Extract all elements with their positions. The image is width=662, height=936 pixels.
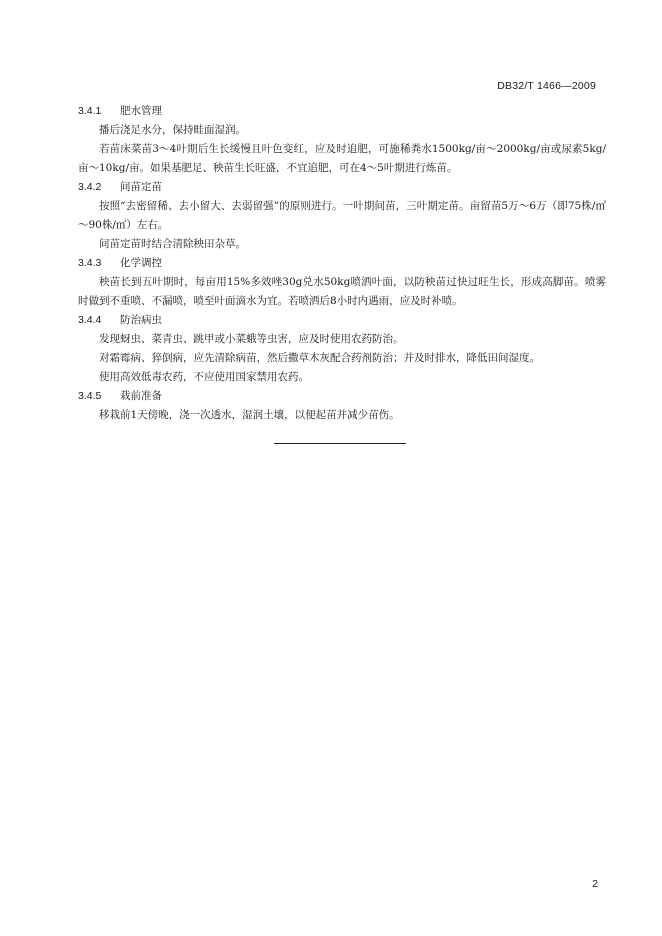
paragraph: 按照“去密留稀、去小留大、去弱留强”的原则进行。一叶期间苗，三叶期定苗。亩留苗5万～6万（即75株/㎡～90株/㎡）左右。 [78, 200, 606, 231]
section-heading-3-4-3 [78, 254, 606, 273]
section-heading-3-4-5 [78, 387, 606, 406]
paragraph: 对霜霉病、猝倒病，应先清除病苗，然后撒草木灰配合药剂防治；并及时排水，降低田间湿度。 [99, 352, 540, 364]
end-rule [274, 443, 406, 444]
section-heading-3-4-4 [78, 311, 606, 330]
section-number: 3.4.3 [78, 257, 102, 269]
document-body [78, 102, 606, 425]
paragraph: 发现蚜虫、菜青虫、跳甲或小菜蛾等虫害，应及时使用农药防治。 [99, 333, 404, 345]
paragraph: 秧苗长到五叶期时，每亩用15%多效唑30g兑水50kg喷洒叶面，以防秧苗过快过旺生长，形成高脚苗。喷雾时做到不重喷、不漏喷，喷至叶面滴水为宜。若喷洒后8小时内遇雨，应及时补喷。 [78, 276, 606, 307]
paragraph: 使用高效低毒农药，不应使用国家禁用农药。 [99, 371, 309, 383]
section-number: 3.4.1 [78, 105, 102, 117]
section-title: 肥水管理 [120, 105, 162, 117]
standard-code: DB32/T 1466—2009 [497, 80, 596, 92]
section-heading-3-4-1 [78, 102, 606, 121]
section-number: 3.4.4 [78, 314, 102, 326]
section-title: 间苗定苗 [120, 181, 162, 193]
paragraph: 移栽前1天傍晚，浇一次透水，湿润土壤，以便起苗并减少苗伤。 [99, 409, 400, 421]
section-number: 3.4.5 [78, 390, 102, 402]
section-title: 化学调控 [120, 257, 162, 269]
page-number: 2 [592, 878, 598, 890]
paragraph: 播后浇足水分，保持畦面湿润。 [99, 124, 246, 136]
section-title: 防治病虫 [120, 314, 162, 326]
section-title: 栽前准备 [120, 390, 162, 402]
section-number: 3.4.2 [78, 181, 102, 193]
paragraph: 间苗定苗时结合清除秧田杂草。 [99, 238, 246, 250]
section-heading-3-4-2 [78, 178, 606, 197]
paragraph: 若苗床菜苗3～4叶期后生长缓慢且叶色变红，应及时追肥，可施稀粪水1500kg/亩～2000kg/亩或尿素5kg/亩～10kg/亩。如果基肥足、秧苗生长旺盛，不宜追肥，可在4～5叶期进行炼苗。 [78, 143, 606, 174]
